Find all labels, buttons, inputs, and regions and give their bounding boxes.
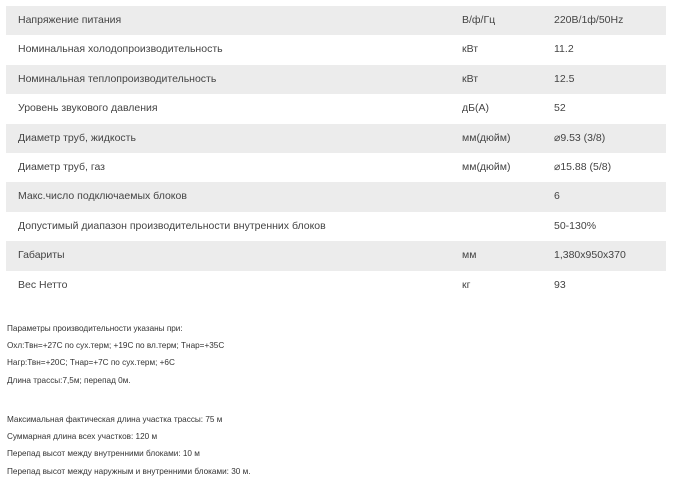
spec-param: Габариты: [18, 249, 65, 262]
spec-value: ⌀15.88 (5/8): [554, 160, 612, 173]
note-line: Охл:Твн=+27С по сух.терм; +19С по вл.терм; Тнар=+35С: [7, 341, 225, 351]
spec-param: Номинальная холодопроизводительность: [18, 43, 223, 56]
spec-unit: мм: [462, 249, 477, 262]
spec-param: Номинальная теплопроизводительность: [18, 72, 217, 85]
spec-unit: В/ф/Гц: [462, 14, 496, 26]
spec-param: Уровень звукового давления: [18, 102, 158, 115]
piping-limits-notes: [7, 411, 251, 480]
spec-value: 1,380x950x370: [554, 249, 626, 262]
spec-param: Диаметр труб, газ: [18, 160, 105, 173]
spec-unit: мм(дюйм): [462, 131, 511, 144]
spec-row-cooling-capacity: [6, 35, 666, 64]
spec-row-sound-pressure: [6, 94, 666, 123]
spec-row-dimensions: [6, 241, 666, 270]
spec-value: 11.2: [554, 43, 574, 56]
note-line: Перепад высот между наружным и внутренними блоками: 30 м.: [7, 466, 251, 476]
spec-value: 220В/1ф/50Hz: [554, 14, 624, 26]
spec-param: Напряжение питания: [18, 14, 122, 26]
spec-unit: кВт: [462, 72, 479, 85]
spec-value: 52: [554, 102, 566, 115]
spec-value: 6: [554, 190, 560, 203]
note-line: Длина трассы:7,5м; перепад 0м.: [7, 375, 131, 385]
spec-unit: дБ(А): [462, 102, 490, 115]
spec-row-capacity-range: [6, 212, 666, 241]
performance-conditions-notes: [7, 320, 224, 389]
spec-row-max-units: [6, 182, 666, 211]
spec-unit: кг: [462, 278, 471, 291]
note-line: Нагр:Твн=+20С; Тнар=+7С по сух.терм; +6С: [7, 358, 175, 368]
note-line: Максимальная фактическая длина участка трассы: 75 м: [7, 415, 223, 424]
spec-param: Макс.число подключаемых блоков: [18, 190, 187, 203]
note-line: Параметры производительности указаны при:: [7, 324, 183, 333]
spec-unit: мм(дюйм): [462, 160, 511, 173]
spec-row-pipe-gas: [6, 153, 666, 182]
spec-value: 12.5: [554, 72, 575, 85]
spec-param: Вес Нетто: [18, 278, 68, 291]
spec-param: Диаметр труб, жидкость: [18, 131, 136, 144]
spec-row-net-weight: [6, 271, 666, 300]
spec-row-power-supply: [6, 6, 666, 35]
spec-unit: кВт: [462, 43, 479, 56]
spec-value: ⌀9.53 (3/8): [554, 131, 606, 144]
note-line: Перепад высот между внутренними блоками: 10 м: [7, 449, 200, 459]
spec-param: Допустимый диапазон производительности внутренних блоков: [18, 219, 326, 232]
spec-value: 93: [554, 278, 566, 291]
specifications-table: [6, 6, 666, 300]
note-line: Суммарная длина всех участков: 120 м: [7, 432, 158, 442]
spec-row-pipe-liquid: [6, 124, 666, 153]
spec-row-heating-capacity: [6, 65, 666, 94]
spec-value: 50-130%: [554, 219, 597, 232]
